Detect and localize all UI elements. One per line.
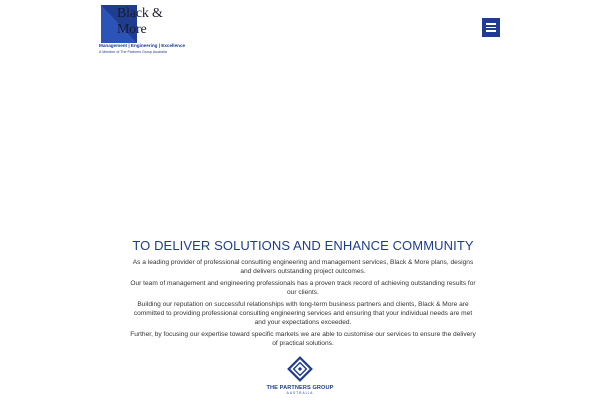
logo-word-line2: More — [117, 22, 147, 37]
intro-paragraph: As a leading provider of professional consulting engineering and management services, Black & More plans, designs and delivers outstanding project outcomes. — [132, 259, 474, 275]
logo-subline: A Member of The Partners Group Australia — [99, 50, 167, 54]
reputation-paragraph: Building our reputation on successful relationships with long-term business partners and clients, Black & More are committed to providing professional consulting engineering services and ensuring that your individual needs are met and your expectations exceeded. — [133, 301, 473, 326]
partners-group-name: THE PARTNERS GROUP — [266, 385, 334, 391]
company-logo[interactable] — [99, 5, 186, 54]
team-paragraph: Our team of management and engineering professionals has a proven track record of achieving outstanding results for our clients. — [130, 280, 476, 296]
hamburger-menu-button[interactable] — [482, 18, 500, 37]
focus-paragraph: Further, by focusing our expertise toward specific markets we are able to customise our services to ensure the delivery of practical solutions. — [130, 331, 476, 347]
partners-group-country: AUSTRALIA — [286, 391, 314, 395]
logo-tagline: Management | Engineering | Excellence — [99, 43, 186, 48]
partners-group-logo[interactable] — [262, 356, 338, 400]
logo-wordmark — [117, 7, 163, 37]
hamburger-menu-icon — [486, 23, 496, 24]
partners-group-emblem-icon — [285, 356, 315, 384]
logo-word-line1: Black & — [117, 6, 163, 21]
main-content — [130, 237, 476, 348]
page-heading: TO DELIVER SOLUTIONS AND ENHANCE COMMUNITY — [132, 238, 474, 253]
